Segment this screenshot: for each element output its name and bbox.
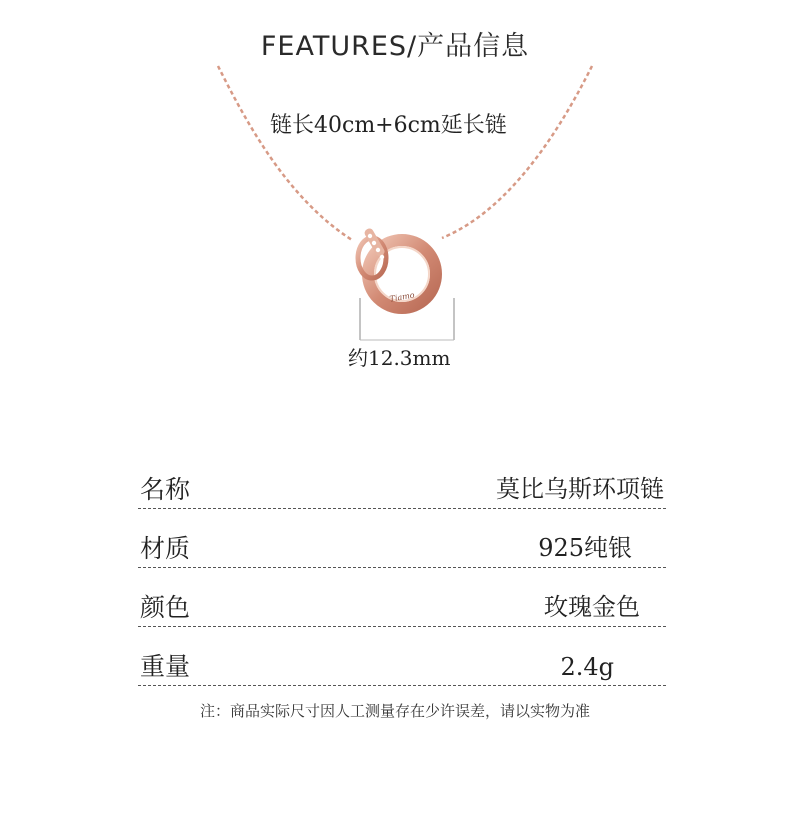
spec-key: 颜色	[140, 593, 191, 622]
disclaimer-note: 注：商品实际尺寸因人工测量存在少许误差，请以实物为准	[199, 702, 590, 720]
spec-value: 玫瑰金色	[544, 593, 640, 621]
spec-row-material	[138, 509, 666, 568]
chain-length-label: 链长40cm+6cm延长链	[270, 113, 507, 138]
spec-row-color	[138, 568, 666, 627]
spec-value: 2.4g	[560, 653, 614, 681]
size-label: 约12.3mm	[348, 346, 451, 370]
spec-key: 名称	[140, 475, 191, 504]
spec-key: 重量	[140, 652, 191, 681]
engraving-text: Tiamo	[388, 290, 416, 304]
necklace-image	[210, 60, 600, 360]
page-title: FEATURES/产品信息	[260, 31, 530, 62]
spec-row-weight	[138, 627, 666, 686]
spec-row-name	[138, 450, 666, 509]
spec-key: 材质	[140, 534, 191, 563]
chain-right	[442, 66, 592, 238]
chain-left	[218, 66, 352, 240]
spec-value: 925纯银	[538, 534, 632, 562]
spec-value: 莫比乌斯环项链	[496, 475, 664, 503]
spec-table	[138, 450, 666, 686]
